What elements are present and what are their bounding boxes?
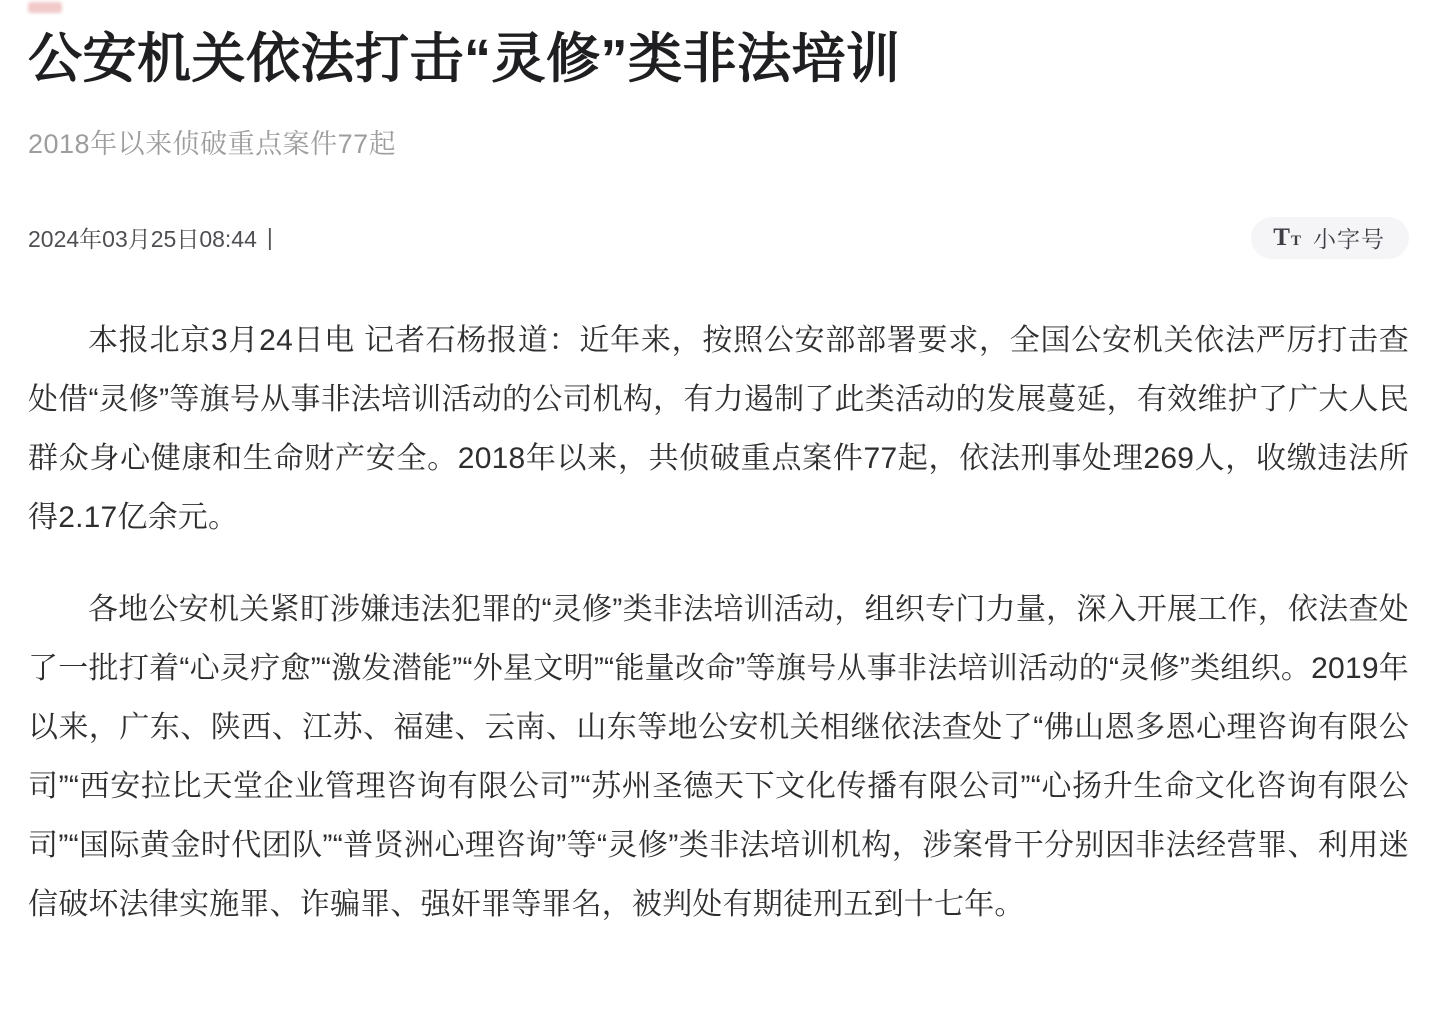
font-size-icon (1273, 225, 1301, 250)
page-subtitle: 2018年以来侦破重点案件77起 (28, 128, 397, 159)
font-size-icon-small-t: T (1290, 232, 1301, 249)
meta-separator: | (266, 224, 273, 250)
article-paragraph-2: 各地公安机关紧盯涉嫌违法犯罪的“灵修”类非法培训活动，组织专门力量，深入开展工作，依法查处了一批打着“心灵疗愈”“激发潜能”“外星文明”“能量改命”等旗号从事非法培训活动的“灵修”类组织。2019年以来，广东、陕西、江苏、福建、云南、山东等地公安机关相继依法查处了“佛山恩多恩心理咨询有限公司”“西安拉比天堂企业管理咨询有限公司”“苏州圣德天下文化传播有限公司”“心扬升生命文化咨询有限公司”“国际黄金时代团队”“普贤洲心理咨询”等“灵修”类非法培训机构，涉案骨干分别因非法经营罪、利用迷信破坏法律实施罪、诈骗罪、强奸罪等罪名，被判处有期徒刑五到十七年。 (28, 592, 1409, 921)
font-size-button-label: 小字号 (1313, 225, 1385, 252)
red-artifact-mark (28, 2, 62, 13)
article-meta (28, 221, 273, 254)
meta-row (28, 217, 1409, 259)
article-date: 2024年03月25日08:44 (28, 226, 257, 252)
article-body (28, 311, 1409, 934)
article-paragraph-1: 本报北京3月24日电 记者石杨报道：近年来，按照公安部部署要求，全国公安机关依法严厉打击查处借“灵修”等旗号从事非法培训活动的公司机构，有力遏制了此类活动的发展蔓延，有效维护了广大人民群众身心健康和生命财产安全。2018年以来，共侦破重点案件77起，依法刑事处理269人，收缴违法所得2.17亿余元。 (28, 323, 1409, 534)
font-size-button[interactable] (1251, 217, 1409, 259)
page-title: 公安机关依法打击“灵修”类非法培训 (28, 29, 901, 89)
font-size-icon-large-t: T (1273, 223, 1290, 251)
